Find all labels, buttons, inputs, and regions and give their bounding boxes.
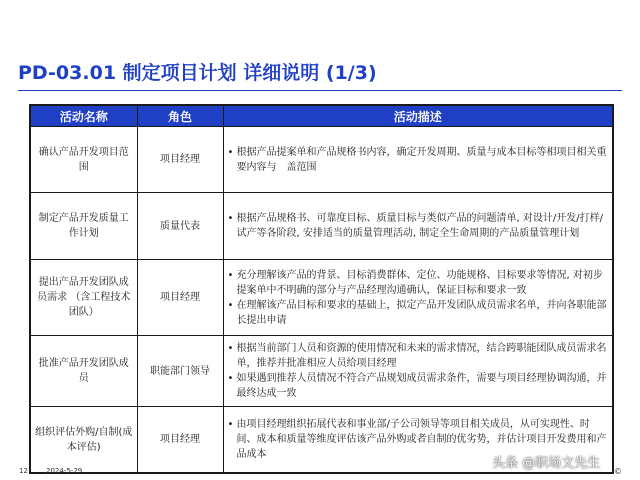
activity-name-cell: 制定产品开发质量工作计划: [30, 193, 137, 260]
page-number: 12: [19, 467, 28, 475]
table-row: [30, 336, 613, 407]
description-bullet: • 根据产品规格书、可靠度目标、质量目标与类似产品的问题清单, 对设计/开发/打样/试产等各阶段, 安排适当的质量管理活动, 制定全生命周期的产品质量管理计划: [228, 211, 609, 241]
activity-name-cell: 组织评估外购/自制(成本评估): [30, 407, 137, 474]
title-divider: [18, 90, 622, 91]
activity-description-cell: [223, 127, 613, 193]
description-bullet: • 如果遇到推荐人员情况不符合产品规划成员需求条件，需要与项目经理协调沟通，并最终达成一致: [228, 371, 609, 401]
role-cell: 质量代表: [137, 193, 223, 260]
watermark: 头条 @职场文先生: [492, 456, 601, 471]
activity-table: [29, 104, 614, 474]
table-row: [30, 193, 613, 260]
description-bullet: • 充分理解该产品的背景、目标消费群体、定位、功能规格、目标要求等情况, 对初步提案单中不明确的部分与产品经理沟通确认，保证目标和要求一致: [228, 268, 609, 298]
header-activity-name: 活动名称: [30, 105, 137, 127]
activity-name-cell: 确认产品开发项目范围: [30, 127, 137, 193]
description-bullet: • 根据当前部门人员和资源的使用情况和未来的需求情况，结合跨职能团队成员需求名单，推荐并批准相应人员给项目经理: [228, 341, 609, 371]
description-bullet: • 由项目经理组织拓展代表和事业部/子公司领导等项目相关成员，从可实现性、时间、成本和质量等维度评估该产品外购或者自制的优劣势，并估计项目开发费用和产品成本: [228, 417, 609, 462]
role-cell: 职能部门领导: [137, 336, 223, 407]
role-cell: 项目经理: [137, 260, 223, 336]
header-role: 角色: [137, 105, 223, 127]
description-bullet: • 在理解该产品目标和要求的基础上，拟定产品开发团队成员需求名单，并向各职能部长提出申请: [228, 298, 609, 328]
table-row: [30, 127, 613, 193]
role-cell: 项目经理: [137, 127, 223, 193]
role-cell: 项目经理: [137, 407, 223, 474]
activity-name-cell: 批准产品开发团队成员: [30, 336, 137, 407]
activity-description-cell: [223, 260, 613, 336]
footer-date: 2024-5-29: [46, 467, 83, 475]
copyright-mark: ©: [614, 467, 622, 476]
table-header-row: [30, 105, 613, 127]
table-row: [30, 260, 613, 336]
activity-name-cell: 提出产品开发团队成员需求 （含工程技术团队）: [30, 260, 137, 336]
activity-description-cell: [223, 193, 613, 260]
page-title: PD-03.01 制定项目计划 详细说明 (1/3): [18, 62, 377, 84]
activity-description-cell: [223, 336, 613, 407]
header-activity-description: 活动描述: [223, 105, 613, 127]
description-bullet: • 根据产品提案单和产品规格书内容，确定开发周期、质量与成本目标等相项目相关重要内容与 盖范围: [228, 145, 609, 175]
